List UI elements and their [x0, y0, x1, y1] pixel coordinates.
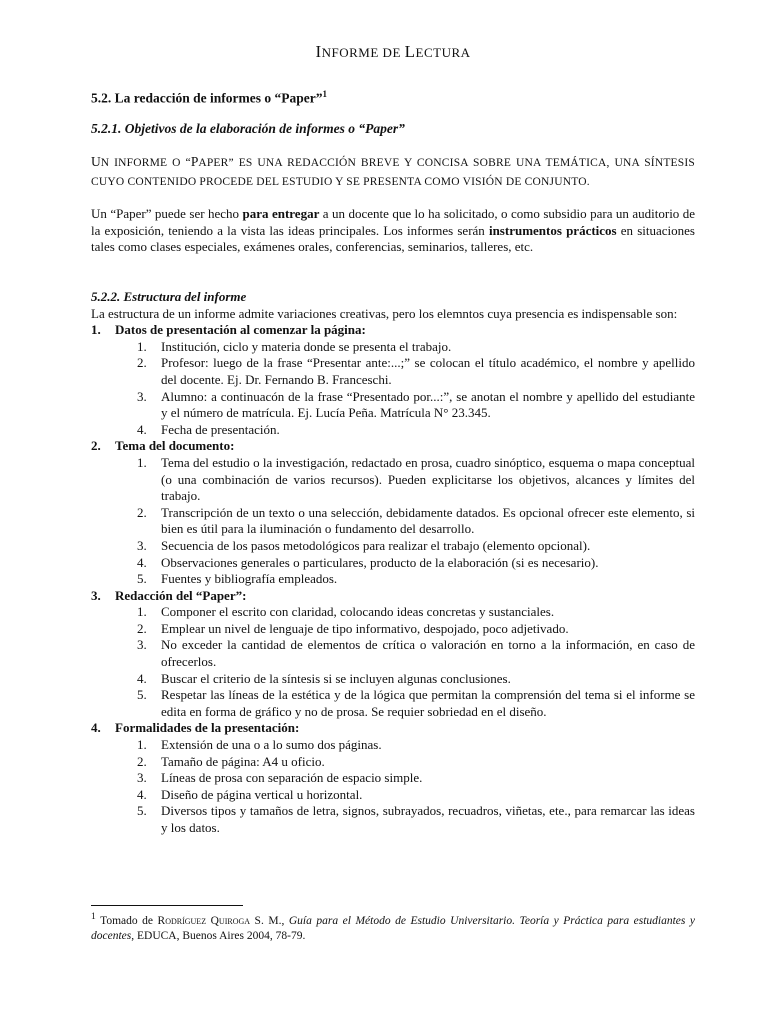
subsection-heading: 5.2.1. Objetivos de la elaboración de informes o “Paper” [91, 121, 405, 136]
structure-item [91, 438, 695, 587]
sub-list-item [137, 339, 695, 356]
body-paragraph [91, 206, 695, 256]
title-l: L [404, 42, 416, 61]
section-heading [91, 86, 327, 107]
sub-list-number: 4. [137, 786, 147, 802]
sub-list-number: 2. [137, 504, 147, 520]
sub-list-item [137, 737, 695, 754]
lead-text: N INFORME O “ [100, 157, 191, 169]
sub-list-text: Respetar las líneas de la estética y de la lógica que permitan la comprensión del tema si el informe se edita en forma de gráfico y no de prosa. Se requier sobriedad en el diseño. [161, 687, 695, 719]
sub-list-item [137, 555, 695, 572]
sub-list-text: Extensión de una o a lo sumo dos páginas. [161, 737, 382, 753]
sub-list-text: Alumno: a continuacón de la frase “Presentado por...:”, se anotan el nombre y apellido del estudiante y el número de matrícula. Ej. Lucía Peña. Matrícula N° 23.345. [161, 388, 695, 421]
structure-item-heading [91, 438, 695, 455]
structure-item-number: 1. [91, 322, 101, 338]
lead-initial-p: P [190, 154, 199, 169]
sub-list [91, 455, 695, 588]
sub-list-text: Secuencia de los pasos metodológicos para realizar el trabajo (elemento opcional). [161, 537, 591, 553]
sub-list-number: 1. [137, 604, 147, 620]
sub-list-text: Institución, ciclo y materia donde se presenta el trabajo. [161, 338, 452, 354]
structure-item-title: Datos de presentación al comenzar la página: [115, 322, 366, 338]
structure-item [91, 720, 695, 836]
sub-list-number: 5. [137, 687, 147, 703]
structure-item-number: 2. [91, 438, 101, 454]
page-title [91, 44, 695, 62]
sub-list-item [137, 621, 695, 638]
structure-item-title: Tema del documento: [115, 438, 235, 454]
sub-list-number: 2. [137, 355, 147, 371]
lead-paragraph [91, 153, 695, 191]
sub-list-number: 3. [137, 637, 147, 653]
footnote-author: Rodríguez Quiroga [157, 914, 251, 927]
sub-list-item [137, 604, 695, 621]
sub-list-text: Buscar el criterio de la síntesis si se incluyen algunas conclusiones. [161, 670, 511, 686]
structure-section [91, 289, 695, 837]
sub-list-text: Transcripción de un texto o una selección, debidamente datados. Es opcional ofrecer este elemento, si bien es útil para la iluminación o fundamento del desarrollo. [161, 504, 695, 537]
footnote-separator [91, 905, 243, 906]
para-text-1: Un “Paper” puede ser hecho [91, 206, 243, 221]
sub-list-number: 1. [137, 454, 147, 470]
structure-item [91, 322, 695, 438]
sub-list-item [137, 687, 695, 720]
footnote-work: Guía para el Método de Estudio Universitario. Teoría y Práctica para estudiantes y docentes [91, 914, 696, 942]
title-initial: I [315, 42, 322, 61]
lead-initial: U [91, 154, 101, 169]
structure-item-number: 3. [91, 587, 101, 603]
structure-item-heading [91, 588, 695, 605]
sub-list-item [137, 671, 695, 688]
sub-list-text: No exceder la cantidad de elementos de crítica o valoración en torno a la información, en caso de ofrecerlos. [161, 637, 695, 670]
title-part-2: ECTURA [415, 45, 471, 60]
footnote-text-2: S. M., [250, 914, 289, 927]
sub-list-number: 4. [137, 554, 147, 570]
sub-list-text: Observaciones generales o particulares, producto de la elaboración (si es necesario). [161, 554, 599, 570]
structure-item-heading [91, 720, 695, 737]
sub-list-item [137, 538, 695, 555]
footnote-text: Tomado de [95, 914, 158, 927]
sub-list-text: Tamaño de página: A4 u oficio. [161, 753, 325, 769]
footnote-ref[interactable]: 1 [322, 89, 327, 99]
structure-item-heading [91, 322, 695, 339]
sub-list-text: Tema del estudio o la investigación, redactado en prosa, cuadro sinóptico, esquema o mapa conceptual (o una combinación de varios recursos). Pueden explicitarse los objetivos, alcances y límites del trabajo. [161, 454, 695, 504]
structure-item-title: Redacción del “Paper”: [115, 587, 247, 603]
sub-list-text: Componer el escrito con claridad, colocando ideas concretas y sustanciales. [161, 604, 555, 620]
sub-list-item [137, 770, 695, 787]
title-part: NFORME DE [321, 45, 405, 60]
sub-list-item [137, 637, 695, 670]
footnote [91, 909, 695, 944]
sub-list-item [137, 355, 695, 388]
para-bold-1: para entregar [242, 206, 320, 221]
sub-list-text: Diversos tipos y tamaños de letra, signos, subrayados, recuadros, viñetas, ete., para remarcar las ideas y los datos. [161, 803, 695, 835]
structure-heading: 5.2.2. Estructura del informe [91, 289, 247, 304]
sub-list-text: Fuentes y bibliografía empleados. [161, 571, 338, 587]
sub-list-number: 2. [137, 620, 147, 636]
structure-intro: La estructura de un informe admite variaciones creativas, pero los elemntos cuya presencia es indispensable son: [91, 305, 678, 321]
sub-list-text: Líneas de prosa con separación de espacio simple. [161, 770, 423, 786]
structure-item-number: 4. [91, 720, 101, 736]
section-heading-text: 5.2. La redacción de informes o “Paper” [91, 90, 323, 106]
sub-list-item [137, 754, 695, 771]
sub-list-number: 1. [137, 737, 147, 753]
para-text-3: en situaciones tales como clases especiales, exámenes orales, conferencias, seminarios, talleres, etc. [91, 222, 695, 255]
structure-item [91, 588, 695, 721]
sub-list-text: Diseño de página vertical u horizontal. [161, 786, 363, 802]
sub-list [91, 604, 695, 720]
sub-list-number: 3. [137, 770, 147, 786]
sub-list-number: 5. [137, 571, 147, 587]
sub-list-number: 2. [137, 753, 147, 769]
para-bold-2: instrumentos prácticos [488, 222, 617, 238]
sub-list [91, 737, 695, 837]
footnote-mark: 1 [91, 911, 96, 922]
sub-list-number: 3. [137, 537, 147, 553]
structure-list [91, 322, 695, 836]
sub-list-text: Emplear un nivel de lenguaje de tipo informativo, despojado, poco adjetivado. [161, 620, 569, 636]
sub-list-number: 3. [137, 388, 147, 404]
sub-list-item [137, 505, 695, 538]
sub-list-item [137, 787, 695, 804]
sub-list-item [137, 803, 695, 836]
footnote-text-3: , EDUCA, Buenos Aires 2004, 78-79. [131, 929, 306, 942]
lead-text-2: APER” ES UNA REDACCIÓN BREVE Y CONCISA SOBRE UNA TEMÁTICA, UNA SÍNTESIS CUYO CONTENIDO PROCEDE DEL ESTUDIO Y SE PRESENTA COMO VISIÓN DE CONJUNTO. [91, 157, 695, 188]
structure-item-title: Formalidades de la presentación: [115, 720, 300, 736]
sub-list-number: 4. [137, 421, 147, 437]
sub-list-item [137, 422, 695, 439]
sub-list-number: 4. [137, 670, 147, 686]
sub-list-text: Profesor: luego de la frase “Presentar ante:...;” se colocan el título académico, el nombre y apellido del docente. Ej. Dr. Fernando B. Franceschi. [161, 355, 695, 387]
sub-list-number: 5. [137, 803, 147, 819]
sub-list-item [137, 571, 695, 588]
para-text-2: a un docente que lo ha solicitado, o como subsidio para un auditorio de la exposición, teniendo a la vista las ideas principales. Los informes serán [91, 206, 696, 238]
sub-list-item [137, 389, 695, 422]
sub-list [91, 339, 695, 439]
sub-list-text: Fecha de presentación. [161, 421, 280, 437]
sub-list-number: 1. [137, 338, 147, 354]
sub-list-item [137, 455, 695, 505]
